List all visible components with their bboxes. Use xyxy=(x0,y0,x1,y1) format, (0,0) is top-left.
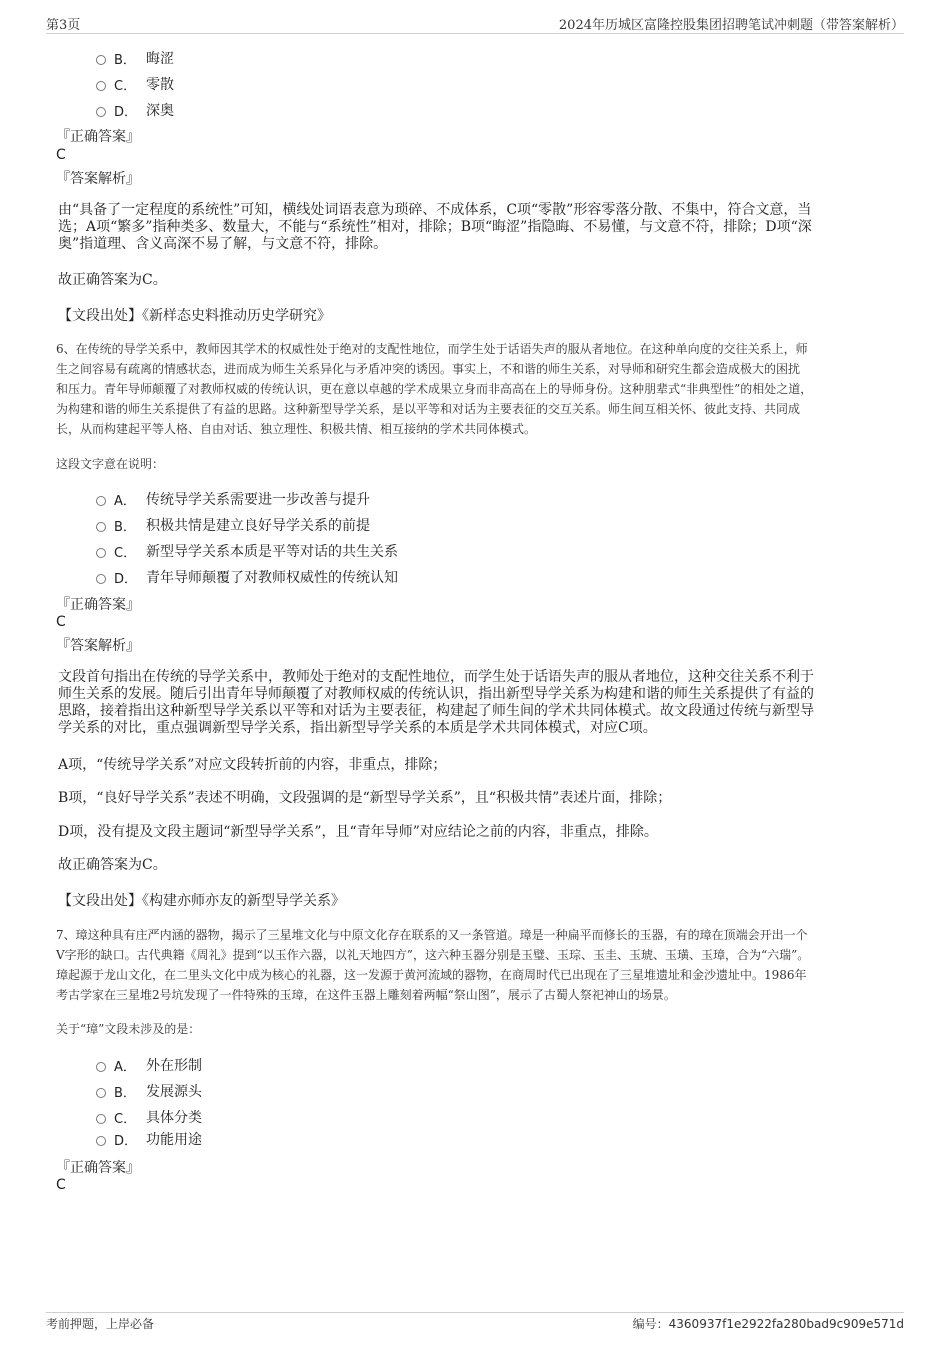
radio-icon[interactable] xyxy=(96,548,106,558)
q7-option-a[interactable]: A． 外在形制 xyxy=(96,1055,202,1075)
footer-doc-id-label: 编号： xyxy=(632,1317,669,1331)
q5-analysis-label: 『答案解析』 xyxy=(56,171,140,187)
q5-conclusion: 故正确答案为C。 xyxy=(58,272,167,288)
footer-doc-id xyxy=(633,1315,904,1332)
q6-option-c[interactable]: C． 新型导学关系本质是平等对话的共生关系 xyxy=(96,541,398,561)
q6-analysis: 文段首句指出在传统的导学关系中，教师处于绝对的支配性地位，而学生处于话语失声的服从者地位，这种交往关系不利于 师生关系的发展。随后引出青年导师颠覆了对教师权威的传统认识，指出新型导学关系为构建和谐的师生关系提供了有益的 思路，接着指出这种新型导学关系以平等和对话为主要表征，构建起了师生间的学术共同体模式。故文段通过传统与新型导 学关系的对比，重点强调新型导学关系，指出新型导学关系的本质是学术共同体模式，对应C项。 xyxy=(58,669,814,736)
q7-passage: 7、璋这种具有庄严内涵的器物，揭示了三星堆文化与中原文化存在联系的又一条管道。璋是一种扁平而修长的玉器，有的璋在顶端会开出一个 V字形的缺口。古代典籍《周礼》提到“以玉作六器，以礼天地四方”，这六种玉器分别是玉璧、玉琮、玉圭、玉琥、玉璜、玉璋，合为“六瑞”。 璋起源于龙山文化，在二里头文化中成为核心的礼器，这一发源于黄河流域的器物，在商周时代已出现在了三星堆遗址和金沙遗址中。1986年 考古学家在三星堆2号坑发现了一件特殊的玉璋，在这件玉器上雕刻着两幅“祭山图”，展示了古蜀人祭祀神山的场景。 xyxy=(56,928,810,1002)
q5-analysis: 由“具备了一定程度的系统性”可知，横线处词语表意为琐碎、不成体系，C项“零散”形容零落分散、不集中，符合文意，当 选；A项“繁多”指种类多、数量大，不能与“系统性”相对，排除；B项“晦涩”指隐晦、不易懂，与文意不符，排除；D项“深 奥”指道理、含义高深不易了解，与文意不符，排除。 xyxy=(58,202,812,252)
radio-icon[interactable] xyxy=(96,81,106,91)
q7-option-b[interactable]: B． 发展源头 xyxy=(96,1081,202,1101)
q6-option-a[interactable]: A． 传统导学关系需要进一步改善与提升 xyxy=(96,489,370,509)
q6-explain-d: D项，没有提及文段主题词“新型导学关系”，且“青年导师”对应结论之前的内容，非重点，排除。 xyxy=(58,824,658,840)
q7-answer-label: 『正确答案』 xyxy=(56,1160,140,1176)
q7-stem: 关于“璋”文段未涉及的是： xyxy=(56,1022,201,1036)
radio-icon[interactable] xyxy=(96,1136,106,1146)
q7-option-c[interactable]: C． 具体分类 xyxy=(96,1107,202,1127)
footer-doc-id-value: 4360937f1e2922fa280bad9c909e571d xyxy=(668,1317,904,1331)
q6-passage: 6、在传统的导学关系中，教师因其学术的权威性处于绝对的支配性地位，而学生处于话语失声的服从者地位。在这种单向度的交往关系上，师 生之间容易有疏离的情感状态，进而成为师生关系异化与矛盾冲突的诱因。事实上，不和谐的师生关系，对导师和研究生都会造成极大的困扰 和压力。青年导师颠覆了对教师权威的传统认识，更在意以卓越的学术成果立身而非高高在上的导师身份。这种朋辈式“非典型性”的相处之道， 为构建和谐的师生关系提供了有益的思路。这种新型导学关系，是以平等和对话为主要表征的交互关系。师生间互相关怀、彼此支持、共同成 长，从而构建起平等人格、自由对话、独立理性、积极共情、相互接纳的学术共同体模式。 xyxy=(56,342,813,436)
q6-option-b[interactable]: B． 积极共情是建立良好导学关系的前提 xyxy=(96,515,370,535)
q5-answer: C xyxy=(56,147,66,163)
footer-divider xyxy=(46,1312,904,1313)
q5-option-b[interactable]: B． 晦涩 xyxy=(96,48,174,68)
radio-icon[interactable] xyxy=(96,107,106,117)
q6-answer-label: 『正确答案』 xyxy=(56,597,140,613)
radio-icon[interactable] xyxy=(96,55,106,65)
q6-explain-a: A项，“传统导学关系”对应文段转折前的内容，非重点，排除； xyxy=(58,757,447,773)
q6-option-d[interactable]: D． 青年导师颠覆了对教师权威性的传统认知 xyxy=(96,567,398,587)
page-number: 第3页 xyxy=(46,18,81,33)
q6-answer: C xyxy=(56,614,66,630)
radio-icon[interactable] xyxy=(96,574,106,584)
q7-option-d[interactable]: D． 功能用途 xyxy=(96,1129,202,1149)
q5-option-d[interactable]: D． 深奥 xyxy=(96,100,174,120)
q5-source: 【文段出处】《新样态史料推动历史学研究》 xyxy=(58,308,331,324)
radio-icon[interactable] xyxy=(96,1088,106,1098)
q6-source: 【文段出处】《构建亦师亦友的新型导学关系》 xyxy=(58,893,345,909)
radio-icon[interactable] xyxy=(96,1114,106,1124)
q6-explain-b: B项，“良好导学关系”表述不明确，文段强调的是“新型导学关系”，且“积极共情”表述片面，排除； xyxy=(58,790,672,806)
q6-stem: 这段文字意在说明： xyxy=(56,457,165,471)
radio-icon[interactable] xyxy=(96,1062,106,1072)
radio-icon[interactable] xyxy=(96,496,106,506)
radio-icon[interactable] xyxy=(96,522,106,532)
header-divider xyxy=(46,33,904,34)
q6-analysis-label: 『答案解析』 xyxy=(56,638,140,654)
q5-answer-label: 『正确答案』 xyxy=(56,129,140,145)
q6-conclusion: 故正确答案为C。 xyxy=(58,857,167,873)
document-title: 2024年历城区富隆控股集团招聘笔试冲刺题（带答案解析） xyxy=(558,18,904,33)
q5-option-c[interactable]: C． 零散 xyxy=(96,74,174,94)
q7-answer: C xyxy=(56,1177,66,1193)
footer-slogan: 考前押题，上岸必备 xyxy=(46,1317,155,1331)
